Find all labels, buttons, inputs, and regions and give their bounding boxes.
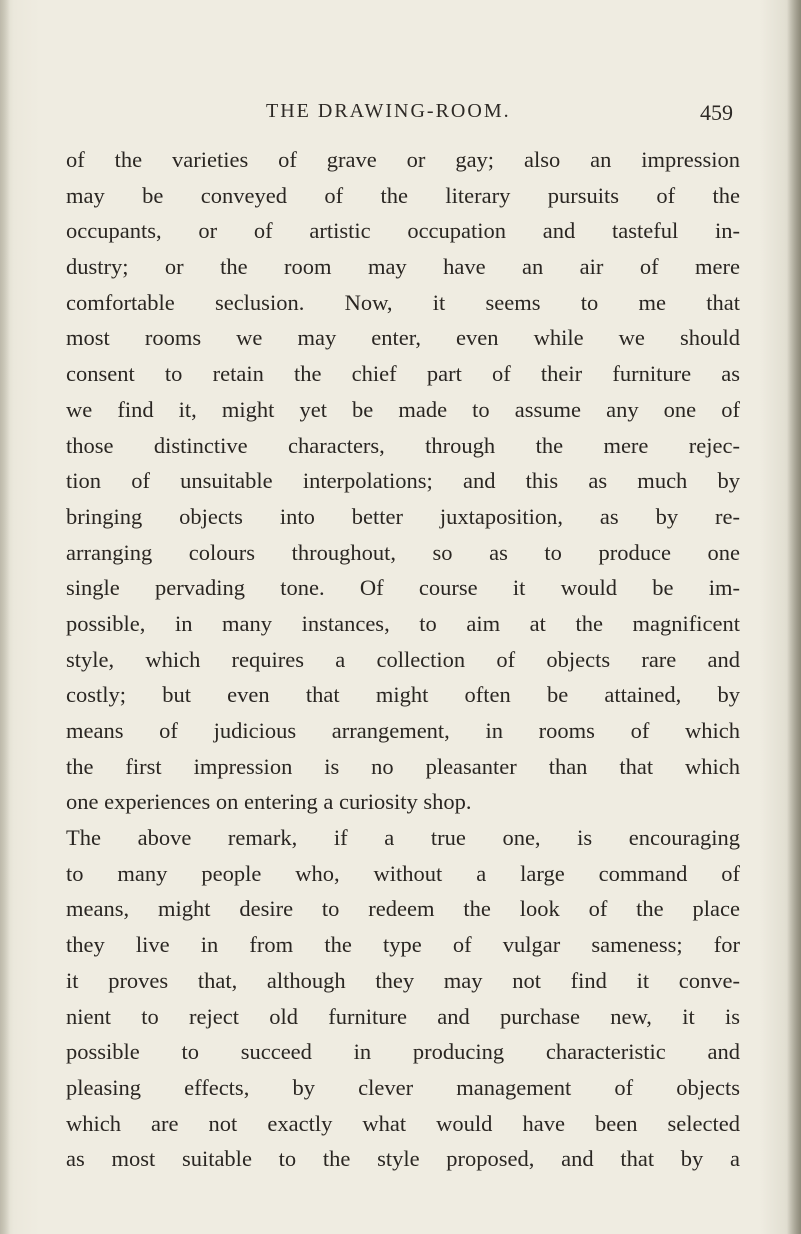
text-line: arranging colours throughout, so as to produce one [66, 539, 740, 565]
text-line: bringing objects into better juxtaposition, as by re- [66, 503, 740, 529]
gutter-shadow [0, 0, 10, 1234]
paragraph-first-line: The above remark, if a true one, is encouraging [66, 825, 740, 851]
text-line: those distinctive characters, through the mere rejec- [66, 432, 740, 458]
text-line: dustry; or the room may have an air of mere [66, 254, 740, 280]
text-line: pleasing effects, by clever management of objects [66, 1074, 740, 1100]
text-line: it proves that, although they may not find it conve- [66, 967, 740, 993]
text-line: the first impression is no pleasanter than that which [66, 753, 740, 779]
running-title: THE DRAWING-ROOM. [266, 100, 511, 122]
text-line: means, might desire to redeem the look of the place [66, 896, 740, 922]
body-text [66, 142, 740, 1177]
text-line: of the varieties of grave or gay; also an impression [66, 147, 740, 172]
text-line: single pervading tone. Of course it would be im- [66, 575, 740, 601]
text-line: to many people who, without a large command of [66, 860, 740, 886]
text-line: possible to succeed in producing characteristic and [66, 1039, 740, 1065]
text-line: possible, in many instances, to aim at the magnificent [66, 610, 740, 636]
text-line: occupants, or of artistic occupation and tasteful in- [66, 218, 740, 244]
text-line: most rooms we may enter, even while we should [66, 325, 740, 351]
page-edge [787, 0, 801, 1234]
text-line: one experiences on entering a curiosity shop. [66, 789, 472, 815]
text-line: we find it, might yet be made to assume any one of [66, 396, 740, 422]
text-line: nient to reject old furniture and purchase new, it is [66, 1003, 740, 1029]
text-line: may be conveyed of the literary pursuits of the [66, 182, 740, 208]
text-line: consent to retain the chief part of their furniture as [66, 361, 740, 387]
text-line: they live in from the type of vulgar sameness; for [66, 932, 740, 958]
text-line: comfortable seclusion. Now, it seems to me that [66, 289, 740, 315]
text-line: which are not exactly what would have been selected [66, 1110, 740, 1136]
text-line: style, which requires a collection of objects rare and [66, 646, 740, 672]
page-header [0, 100, 801, 130]
text-line: costly; but even that might often be attained, by [66, 682, 740, 708]
text-line: as most suitable to the style proposed, and that by a [66, 1146, 740, 1172]
text-line: tion of unsuitable interpolations; and this as much by [66, 468, 740, 494]
page-number: 459 [700, 100, 733, 125]
text-line: means of judicious arrangement, in rooms of which [66, 718, 740, 743]
